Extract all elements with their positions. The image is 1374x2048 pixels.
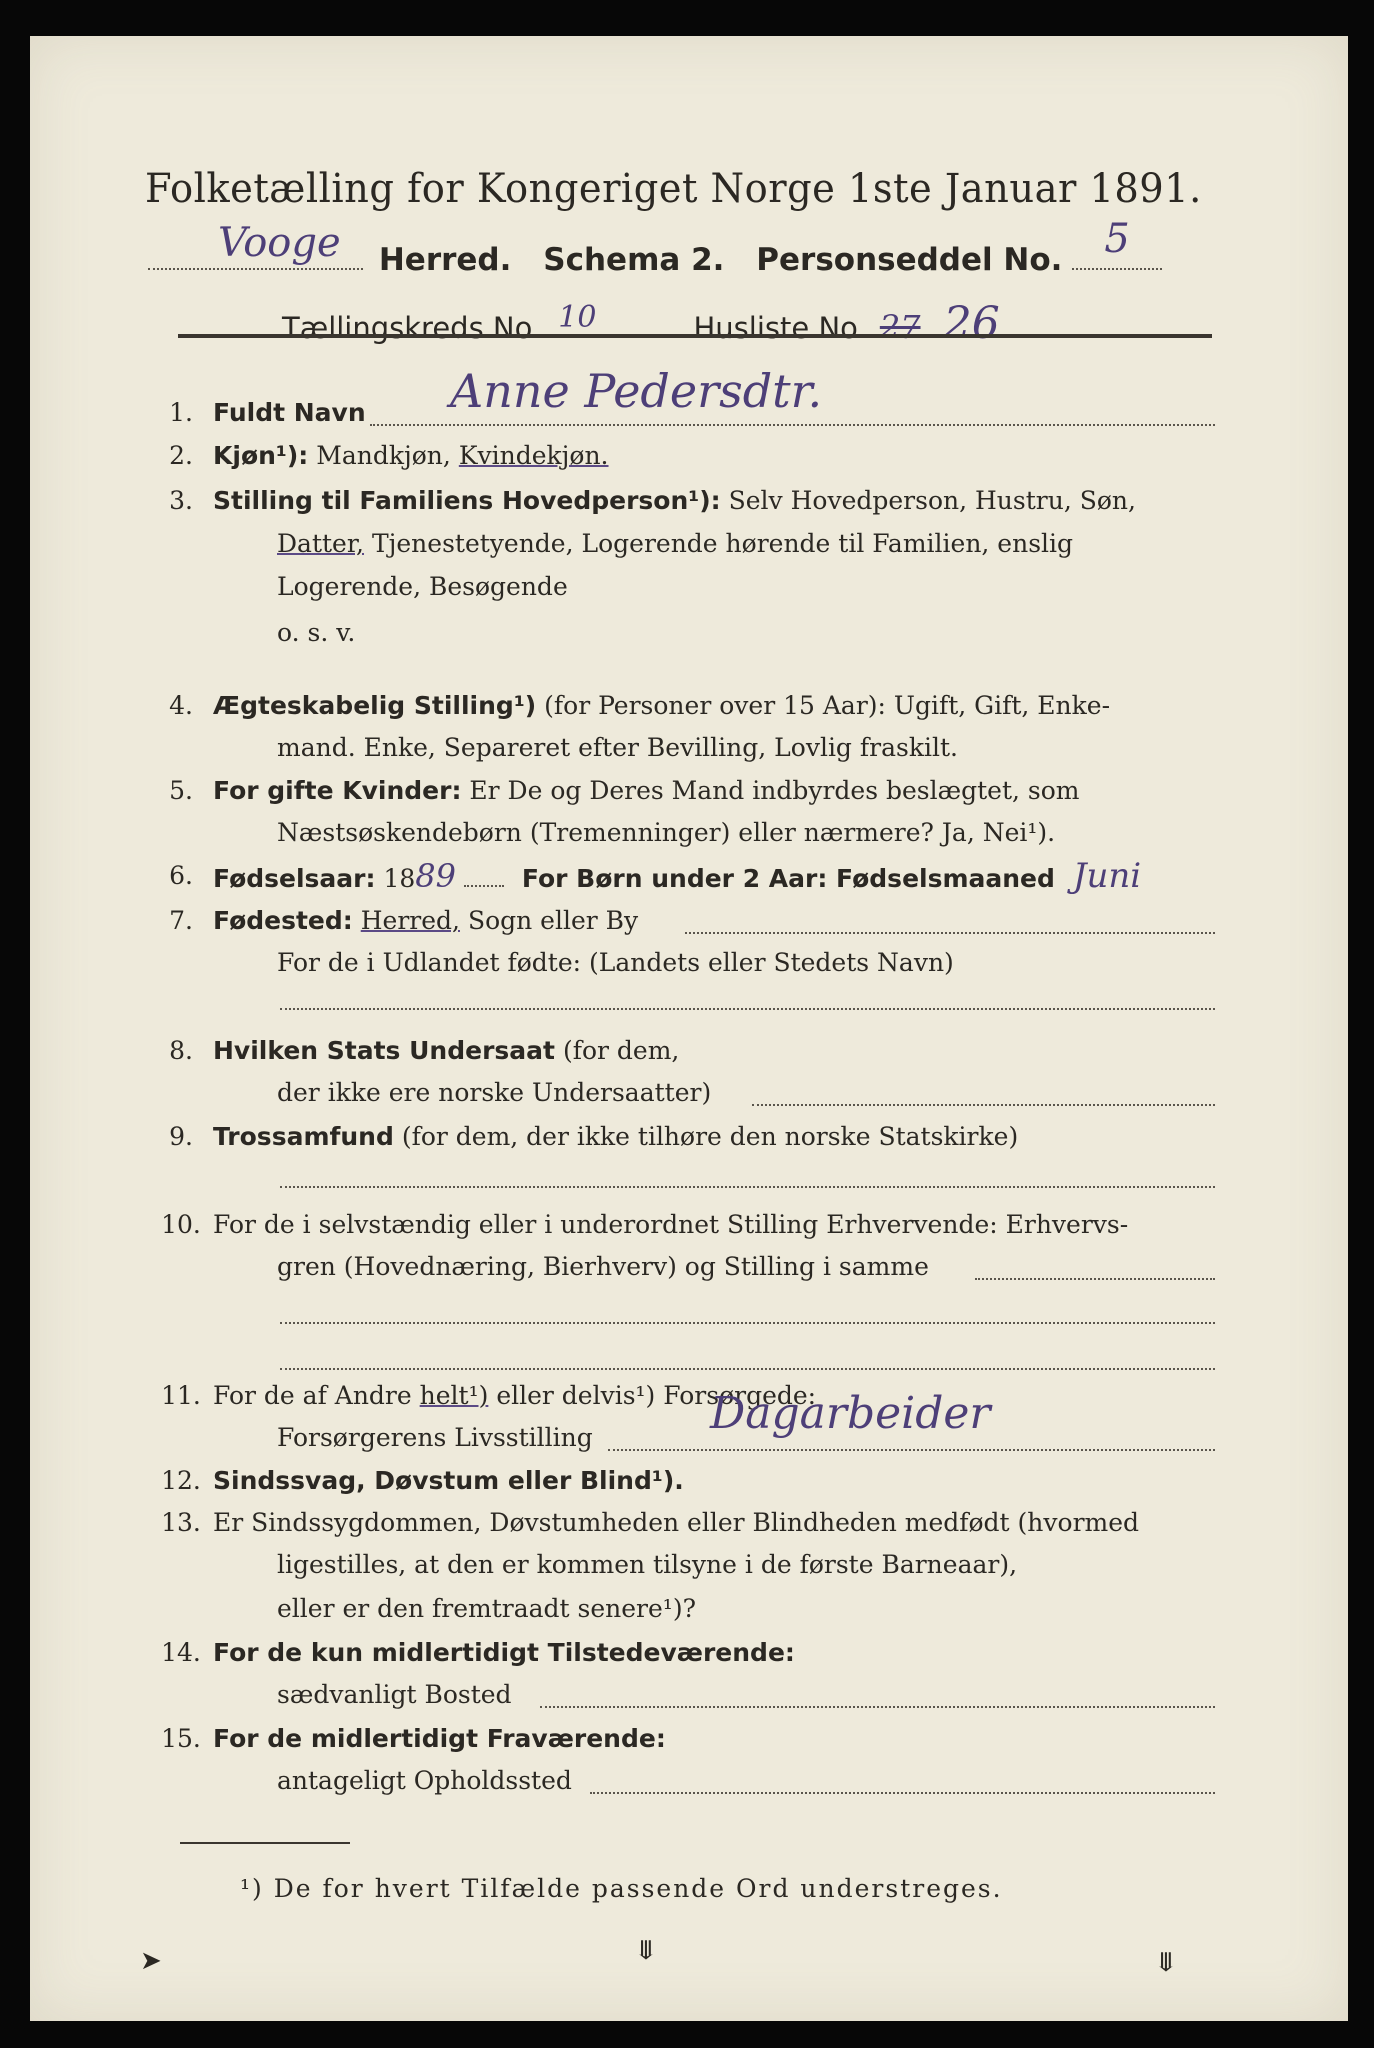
birth-month-value: Juni (1072, 856, 1142, 896)
item-number: 15. (161, 1724, 201, 1753)
item-label: For gifte Kvinder: (213, 776, 462, 805)
item-label: Hvilken Stats Undersaat (213, 1036, 555, 1065)
item-number: 14. (161, 1638, 201, 1667)
kreds-row (282, 298, 1000, 349)
personseddel-label: Personseddel No. (756, 242, 1063, 278)
item-number: 3. (169, 486, 193, 515)
herred-row (148, 216, 1162, 278)
item-number: 11. (161, 1381, 201, 1410)
item-label: Ægteskabelig Stilling¹) (213, 691, 537, 720)
selected-option: Datter, (277, 529, 364, 558)
selected-option: Kvindekjøn. (458, 441, 609, 470)
census-form: Folketælling for Kongeriget Norge 1ste Januar 1891. Vooge Herred. Schema 2. Personseddel No. 5 Tællingskreds No. 10 Husliste No. 27 26 1. Fuldt Navn Anne Pedersdtr. 2. Kjøn¹): Mandkjøn, Kvindekjøn. 3. Stilling til Familiens Hovedperson¹): Selv Hovedperson, Hustru, Søn, Datter, Tjenestetyende, Logerende hørende til Familien, enslig Logerende, Besøgende o. s. v. 4. Ægteskabelig Stilling¹) (for Personer over 15 Aar): Ugift, Gift, Enke- mand. Enke, Separeret efter Bevilling, Lovlig fraskilt. 5. For gifte Kvinder: Er De og Deres Mand indbyrdes beslægtet, som Næstsøskendebørn (Tremenninger) eller nærmere? Ja, Nei¹). 6. Fødselsaar: 1889 For Børn under 2 Aar: Fødselsmaaned Juni 7. Fødested: Herred, Sogn eller By For de i Udlandet fødte: (Landets eller Stedets Navn) 8. Hvilken Stats Undersaat (for dem, der ikke ere norske Undersaatter) 9. Trossamfund (for dem, der ikke tilhøre den norske Statskirke) 10. For de i selvstændig eller i underordnet Stilling Erhvervende: Erhvervs- gren (Hovednæring, Bierhverv) og Stilling i samme 11. For de af Andre helt¹) eller delvis¹) Forsørgede: Forsørgerens Livsstilling Dagarbeider 12. Sindssvag, Døvstum eller Blind¹). 13. Er Sindssygdommen, Døvstumheden eller Blindheden medfødt (hvormed ligestilles, at den er kommen tilsyne i de første Barneaar), eller er den fremtraadt senere¹)? 14. For de kun midlertidigt Tilstedeværende: sædvanligt Bosted 15. For de midlertidigt Fraværende: antageligt Opholdssted ¹) De for hvert Tilfælde passende Ord understreges. ➤ ⤋ ⤋ (30, 36, 1348, 2021)
kreds-value: 10 (558, 300, 597, 335)
kreds-label: Tællingskreds No. (282, 311, 542, 345)
selected-option: helt¹) (419, 1381, 489, 1410)
form-title: Folketælling for Kongeriget Norge 1ste Januar 1891. (145, 166, 1202, 212)
item-number: 2. (169, 441, 193, 470)
item-number: 6. (169, 861, 193, 890)
footnote: ¹) De for hvert Tilfælde passende Ord understreges. (240, 1874, 1003, 1903)
footnote-divider (180, 1842, 350, 1844)
header-divider (178, 334, 1212, 338)
item-label: Fuldt Navn (213, 398, 366, 427)
item-number: 8. (169, 1036, 193, 1065)
item-number: 7. (169, 906, 193, 935)
birth-year-value: 89 (415, 857, 456, 895)
name-fill (370, 424, 1215, 426)
item-number: 4. (169, 691, 193, 720)
husliste-label: Husliste No. (693, 311, 867, 345)
item-label: Fødested: (213, 906, 353, 935)
registration-mark-center: ⤋ (635, 1936, 657, 1966)
name-value: Anne Pedersdtr. (450, 364, 823, 418)
registration-mark-right: ⤋ (1155, 1948, 1177, 1978)
item-label: Stilling til Familiens Hovedperson¹): (213, 486, 721, 515)
husliste-struck-value: 27 (879, 308, 921, 346)
personseddel-value: 5 (1104, 216, 1130, 262)
item-number: 5. (169, 776, 193, 805)
herred-value: Vooge (218, 220, 341, 266)
schema-label: Schema 2. (543, 242, 725, 278)
item-number: 10. (161, 1210, 201, 1239)
item-number: 9. (169, 1122, 193, 1151)
personseddel-field (1072, 216, 1162, 270)
item-label: Trossamfund (213, 1122, 394, 1151)
item-text: Kjøn¹): Mandkjøn, Kvindekjøn. (213, 441, 609, 470)
selected-option: Herred, (360, 906, 460, 935)
item-number: 13. (161, 1508, 201, 1537)
item-number: 1. (169, 398, 193, 427)
item-number: 12. (161, 1466, 201, 1495)
herred-label: Herred. (378, 242, 512, 278)
provider-occupation-value: Dagarbeider (710, 1388, 991, 1439)
herred-field (148, 220, 363, 270)
item-label: Fødselsaar: (213, 864, 376, 893)
registration-mark-left: ➤ (140, 1946, 162, 1976)
husliste-value: 26 (943, 298, 1000, 349)
